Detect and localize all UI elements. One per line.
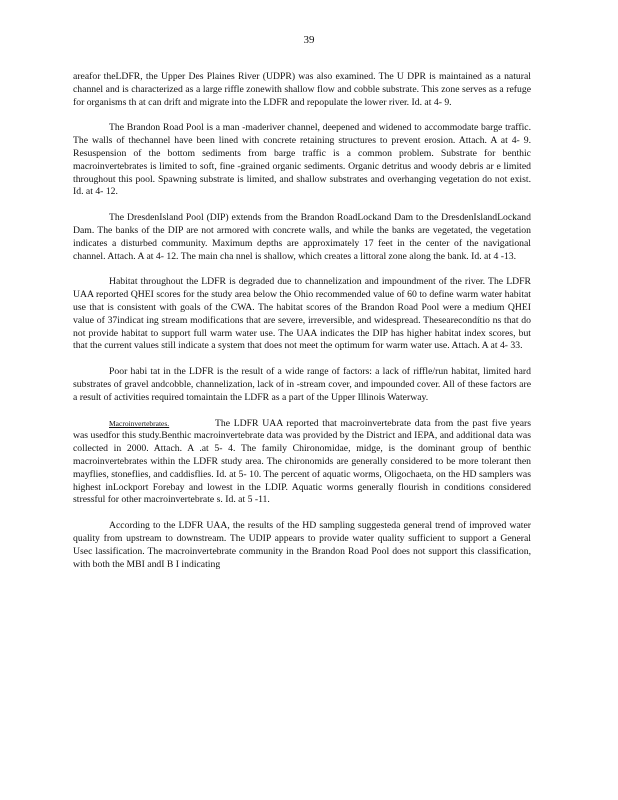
paragraph-macroinvertebrates [73, 418, 531, 508]
section-heading-macroinvertebrates: Macroinvertebrates. [109, 418, 170, 428]
document-body [73, 71, 531, 584]
paragraph-dresden-island-pool: The DresdenIsland Pool (DIP) extends from the Brandon RoadLockand Dam to the DresdenIslandLockand Dam. The banks of the DIP are not armored with concrete walls, and while the banks are vegetated, the vegetation indicates a disturbed community. Maximum depths are approximately 17 feet in the center of the navigational channel. Attach. A at 4- 12. The main cha nnel is shallow, which creates a littoral zone along the bank. Id. at 4 -13. [73, 212, 531, 262]
paragraph-macroinvertebrates-text: The LDFR UAA reported that macroinvertebrate data from the past five years was usedfor this study.Benthic macroinvertebrate data was provided by the District and IEPA, and additional data was collected in 2000. Attach. A .at 5- 4. The family Chironomidae, midge, is the dominant group of benthic macroinvertebrates within the LDFR study area. The chironomids are generally considered to be more tolerant then mayflies, stoneflies, and caddisflies. Id. at 5- 10. The percent of aquatic worms, Oligochaeta, on the HD samplers was highest inLockport Forebay and lowest in the LDIP. Aquatic worms generally flourish in conditions considered stressful for other macroinvertebrate s. Id. at 5 -11. [73, 417, 531, 506]
paragraph-brandon-road-pool: The Brandon Road Pool is a man -maderiver channel, deepened and widened to accommodate barge traffic. The walls of thechannel have been lined with concrete retaining structures to prevent erosion. Attach. A at 4- 9. Resuspension of the bottom sediments from barge traffic is a common problem. Substrate for benthic macroinvertebrates is limited to soft, fine -grained organic sediments. Organic detritus and woody debris ar e limited throughout this pool. Spawning substrate is limited, and shallow substrates and overhanging vegetation do not exist. Id. at 4- 12. [73, 122, 531, 198]
paragraph-udpr: areafor theLDFR, the Upper Des Plaines River (UDPR) was also examined. The U DPR is maintained as a natural channel and is characterized as a large riffle zonewith shallow flow and cobble substrate. This zone serves as a refuge for organisms th at can drift and migrate into the LDFR and repopulate the lower river. Id. at 4- 9. [73, 71, 531, 108]
paragraph-poor-habitat: Poor habi tat in the LDFR is the result of a wide range of factors: a lack of riffle/run habitat, limited hard substrates of gravel andcobble, channelization, lack of in -stream cover, and impounded cover. All of these factors are a result of activities required tomaintain the LDFR as a part of the Upper Illinois Waterway. [73, 366, 531, 403]
paragraph-habitat: Habitat throughout the LDFR is degraded due to channelization and impoundment of the river. The LDFR UAA reported QHEI scores for the study area below the Ohio recommended value of 60 to define warm water habitat use that is consistent with goals of the CWA. The habitat scores of the Brandon Road Pool were a medium QHEI value of 37indicat ing stream modifications that are severe, irreversible, and widespread. Thesearecondítio ns that do not provide habitat to support full warm water use. The UAA indicates the DIP has higher habitat index scores, but that the current values still indicate a system that does not meet the optimum for warm water use. Attach. A at 4- 33. [73, 276, 531, 352]
page-number: 39 [303, 34, 315, 46]
paragraph-hd-sampling: According to the LDFR UAA, the results of the HD sampling suggesteda general trend of improved water quality from upstream to downstream. The UDIP appears to provide water quality sufficient to support a General Usec lassification. The macroinvertebrate community in the Brandon Road Pool does not support this classification, with both the MBI andI B I indicating [73, 520, 531, 570]
